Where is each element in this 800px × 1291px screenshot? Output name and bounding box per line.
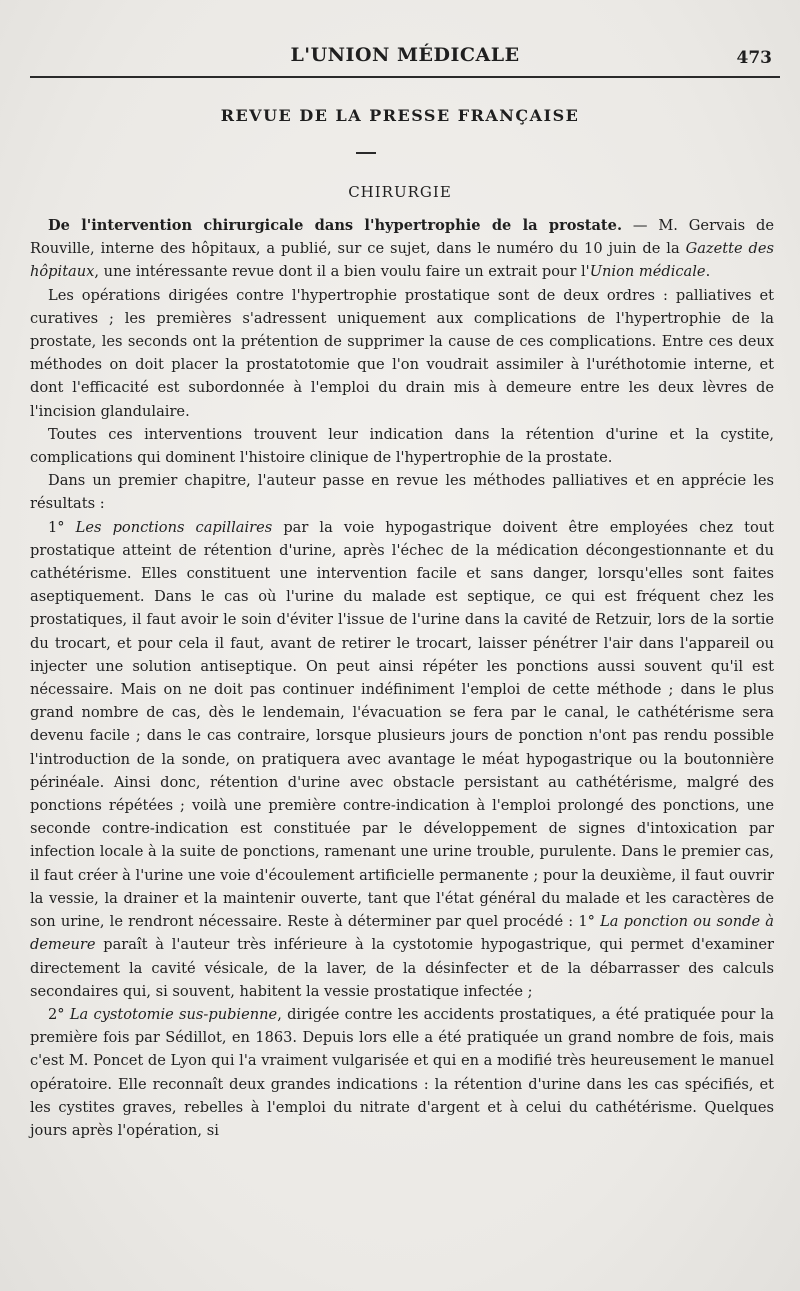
section-title: REVUE DE LA PRESSE FRANÇAISE [220, 106, 580, 125]
paragraph-5-text-2: paraît à l'auteur très inférieure à la cystotomie hypogastrique, qui permet d'examiner directement la cavité vésicale, de la laver, de la désinfecter et de la débarrasser des calculs secondaires qui, si souvent, habitent la vessie prostatique infectée ; [30, 936, 774, 1000]
item-heading-2: La cystotomie sus-pubienne [69, 1005, 278, 1023]
item-number-2: 2° [48, 1005, 70, 1023]
paragraph-4: Dans un premier chapitre, l'auteur passe en revue les méthodes palliatives et en apprécie les résultats : [30, 472, 774, 513]
intro-text-2: , une intéressante revue dont il a bien voulu faire un extrait pour l' [94, 263, 590, 281]
article-body [30, 214, 774, 1142]
paragraph-intro [30, 214, 774, 284]
subsection-title: CHIRURGIE [348, 183, 452, 201]
section-divider [356, 152, 376, 154]
paragraph-6 [30, 1003, 774, 1142]
journal-name-2: Union médicale [589, 263, 706, 281]
item-number: 1° [48, 518, 76, 536]
intro-text-1: — M. Gervais de Rouville, interne des hôpitaux, a publié, sur ce sujet, dans le numéro du 10 juin de la [30, 217, 774, 258]
paragraph-3: Toutes ces interventions trouvent leur indication dans la rétention d'urine et la cystite, complications qui dominent l'histoire clinique de l'hypertrophie de la prostate. [30, 425, 774, 467]
item-subheading: La ponction ou sonde à demeure [30, 913, 775, 954]
running-title: L'UNION MÉDICALE [290, 44, 520, 66]
item-heading: Les ponctions capillaires [75, 518, 273, 536]
running-head [30, 44, 780, 74]
journal-name: Gazette des hôpitaux [30, 240, 774, 281]
article-title: De l'intervention chirurgicale dans l'hypertrophie de la prostate. [48, 217, 623, 234]
paragraph-5-text-1: par la voie hypogastrique doivent être employées chez tout prostatique atteint de rétention d'urine, après l'échec de la médication décongestionnante et du cathétérisme. Elles constituent une intervention facile et sans danger, lorsqu'elles sont faites aseptiquement. Dans le cas où l'urine du malade est septique, ce qui est fréquent chez les prostatiques, il faut avoir le soin d'éviter l'issue de l'urine dans la cavité de Retzuir, lors de la sortie du trocart, et pour cela il faut, avant de retirer le trocart, laisser pénétrer l'air dans l'appareil ou injecter une solution antiseptique. On peut ainsi répéter les ponctions aussi souvent qu'il est nécessaire. Mais on ne doit pas continuer indéfiniment l'emploi de cette méthode ; dans le plus grand nombre de cas, dès le lendemain, l'évacuation se fera par le canal, le cathétérisme sera devenu facile ; dans le cas contraire, lorsque plusieurs jours de ponction n'ont pas rendu possible l'introduction de la sonde, on pratiquera avec avantage le méat hypogastrique ou la boutonnière périnéale. Ainsi donc, rétention d'urine avec obstacle persistant au cathétérisme, malgré des ponctions répétées ; voilà une première contre-indication à l'emploi prolongé des ponctions, une seconde contre-indication est constituée par le développement de signes d'intoxication par infection locale à la suite de ponctions, ramenant une urine trouble, purulente. Dans le premier cas, il faut créer à l'urine une voie d'écoulement artificielle permanente ; pour la deuxième, il faut ouvrir la vessie, la drainer et la maintenir ouverte, tant que l'état général du malade et les caractères de son urine, le rendront nécessaire. Reste à déterminer par quel procédé : 1° [30, 518, 774, 931]
paragraph-6-text: , dirigée contre les accidents prostatiques, a été pratiquée pour la première fois par Sédillot, en 1863. Depuis lors elle a été pratiquée un grand nombre de fois, mais c'est M. Poncet de Lyon qui l'a vraiment vulgarisée et qui en a modifié très heureusement le manuel opératoire. Elle reconnaît deux grandes indications : la rétention d'urine dans les cas spécifiés, et les cystites graves, rebelles à l'emploi du nitrate d'argent et à celui du cathétérisme. Quelques jours après l'opération, si [30, 1005, 775, 1139]
paragraph-2: Les opérations dirigées contre l'hypertrophie prostatique sont de deux ordres : palliatives et curatives ; les premières s'adressent uniquement aux complications de l'hypertrophie de la prostate, les seconds ont la prétention de supprimer la cause de ces complications. Entre ces deux méthodes on doit placer la prostatotomie que l'on voudrait assimiler à l'uréthotomie interne, et dont l'efficacité est subordonnée à l'emploi du drain mis à demeure entre les deux lèvres de l'incision glandulaire. [30, 286, 774, 420]
intro-text-3: . [705, 263, 711, 281]
page-number: 473 [736, 48, 772, 68]
header-rule [30, 76, 780, 78]
paragraph-5 [30, 516, 774, 1003]
